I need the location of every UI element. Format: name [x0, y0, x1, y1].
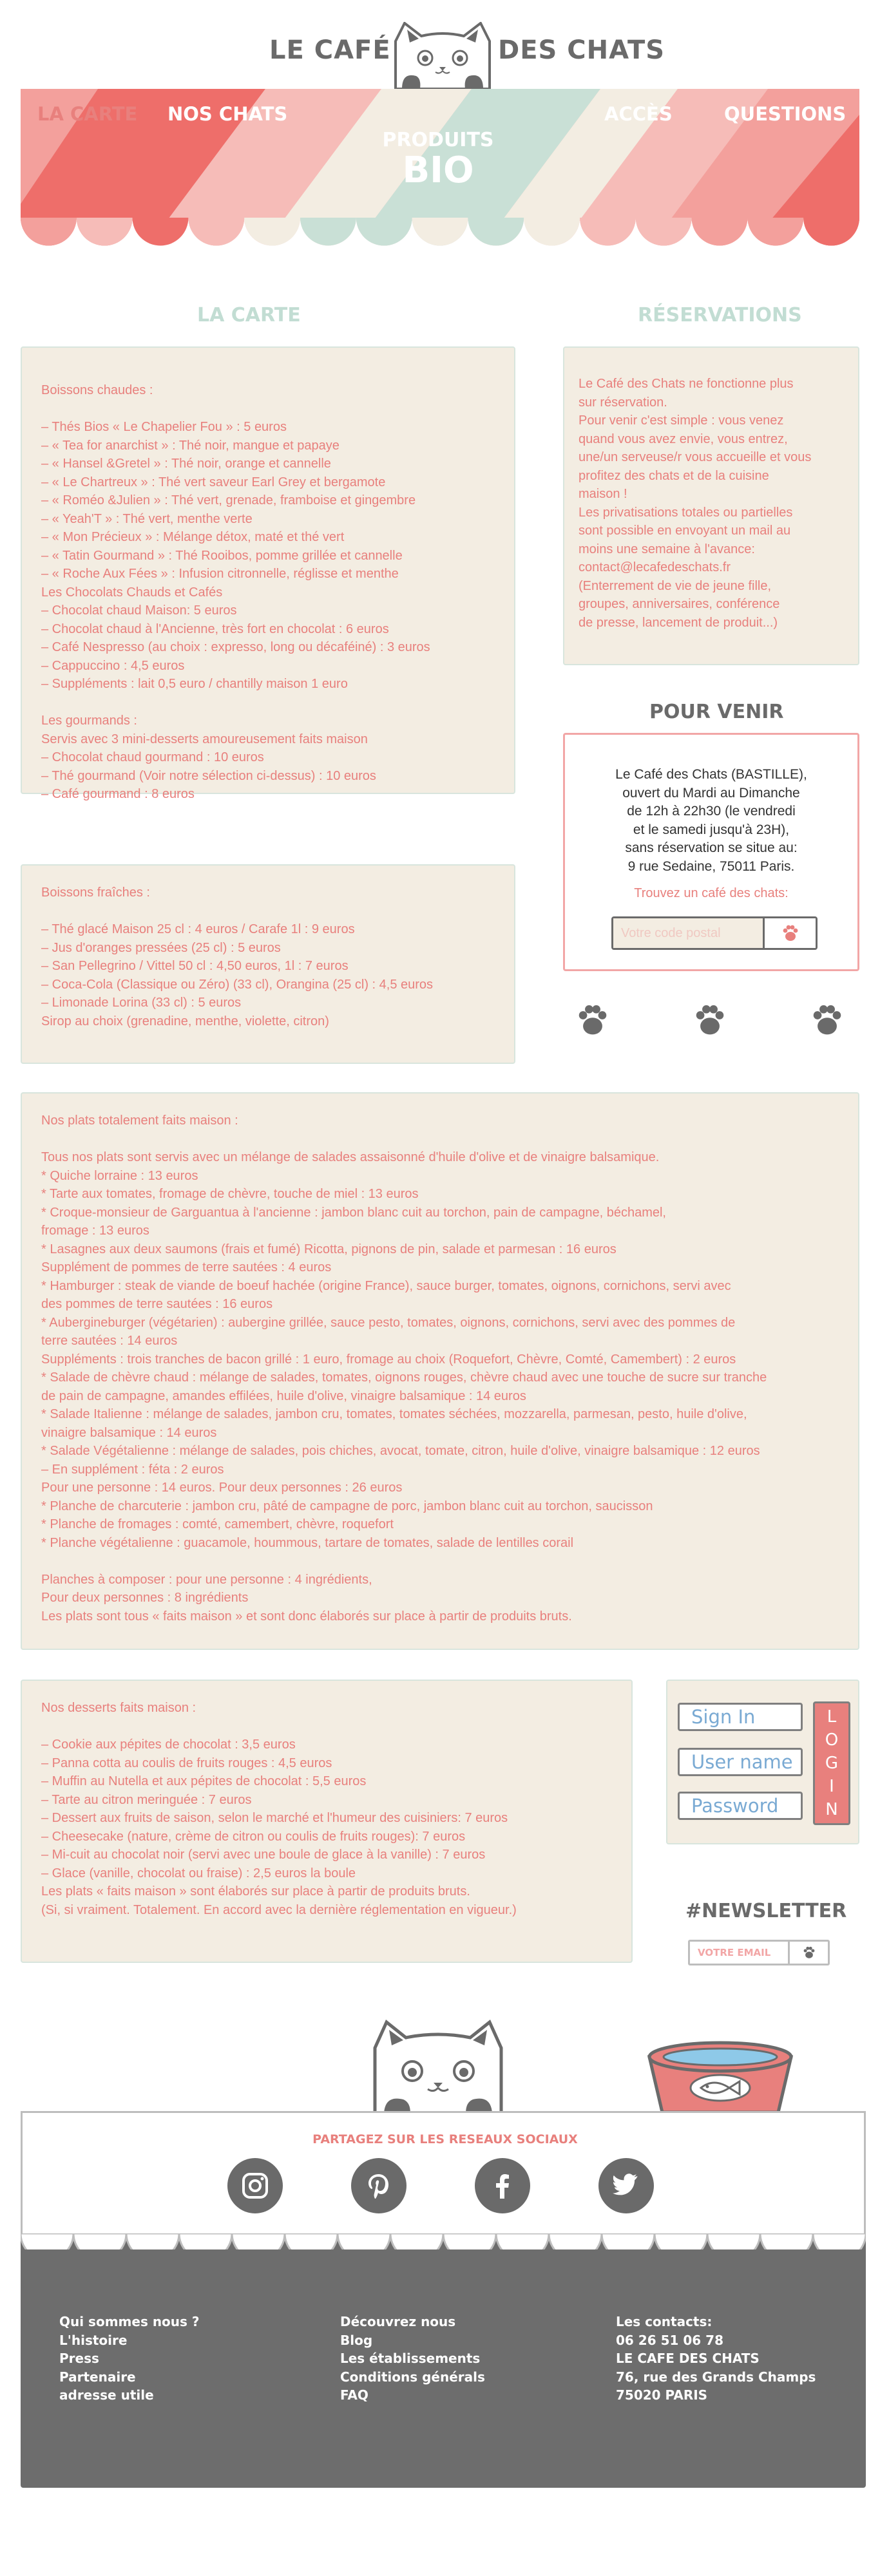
text-line: (Si, si vraiment. Totalement. En accord avec la dernière réglementation en vigueur.): [41, 1902, 517, 1917]
login-letter: N: [825, 1800, 838, 1819]
text-line: – « Le Chartreux » : Thé vert saveur Earl Grey et bergamote: [41, 475, 386, 489]
footer-link[interactable]: 76, rue des Grands Champs: [616, 2369, 816, 2385]
text-line: Boissons chaudes :: [41, 383, 153, 397]
footer-link[interactable]: Conditions générals: [340, 2369, 485, 2385]
pour-venir-heading: POUR VENIR: [649, 701, 784, 723]
footer-illustration: [0, 2016, 880, 2119]
text-line: [41, 1552, 839, 1571]
username-field[interactable]: [678, 1748, 803, 1776]
pour-venir-box: [563, 733, 859, 971]
header: [0, 0, 880, 90]
nav-produits-bio-line2[interactable]: BIO: [402, 149, 474, 191]
text-line: maison !: [579, 487, 627, 501]
text-line: * Planche de charcuterie : jambon cru, pâté de campagne de porc, jambon blanc cuit au torchon, saucisson: [41, 1499, 653, 1513]
login-letter: O: [825, 1730, 839, 1750]
cat-logo-icon[interactable]: [388, 22, 497, 89]
nav-questions[interactable]: QUESTIONS: [724, 103, 847, 125]
text-line: Pour venir c'est simple : vous venez: [579, 413, 784, 428]
text-line: – « Hansel &Gretel » : Thé noir, orange et cannelle: [41, 457, 331, 471]
text-line: – Tarte au citron meringuée : 7 euros: [41, 1792, 252, 1807]
text-line: Les Chocolats Chauds et Cafés: [41, 585, 223, 600]
footer-cat-icon: [375, 2022, 501, 2119]
text-line: Les privatisations totales ou partielles: [579, 505, 793, 520]
text-line: – San Pellegrino / Vittel 50 cl : 4,50 euros, 1l : 7 euros: [41, 959, 349, 973]
text-line: Sirop au choix (grenadine, menthe, violette, citron): [41, 1014, 329, 1028]
footer-link[interactable]: Les contacts:: [616, 2314, 713, 2329]
text-line: – « Tea for anarchist » : Thé noir, mangue et papaye: [41, 438, 340, 453]
text-line: – Glace (vanille, chocolat ou fraise) : 2,5 euros la boule: [41, 1866, 356, 1880]
text-line: de 12h à 22h30 (le vendredi: [627, 804, 796, 819]
reservations-heading: RÉSERVATIONS: [638, 304, 802, 327]
footer-link[interactable]: LE CAFE DES CHATS: [616, 2351, 760, 2366]
text-line: * Salade Végétalienne : mélange de salades, pois chiches, avocat, tomate, citron, huile d'olive, vinaigre balsamique : 12 euros: [41, 1444, 760, 1458]
text-line: – Thé glacé Maison 25 cl : 4 euros / Carafe 1l : 9 euros: [41, 922, 355, 936]
text-line: – Mi-cuit au chocolat noir (servi avec une boule de glace à la vanille) : 7 euros: [41, 1848, 486, 1862]
login-letter: L: [827, 1707, 837, 1727]
text-line: – « Tatin Gourmand » : Thé Rooibos, pomme grillée et cannelle: [41, 548, 403, 563]
text-line: 9 rue Sedaine, 75011 Paris.: [627, 858, 795, 874]
text-line: ouvert du Mardi au Dimanche: [622, 785, 800, 800]
paw-print-icon: [575, 1002, 611, 1038]
text-line: [41, 1718, 612, 1736]
newsletter-email-input[interactable]: [690, 1942, 788, 1964]
login-panel: [666, 1680, 859, 1844]
text-line: terre sautées : 14 euros: [41, 1334, 178, 1348]
footer-link[interactable]: 75020 PARIS: [616, 2387, 708, 2403]
text-line: de presse, lancement de produit...): [579, 615, 778, 630]
pinterest-button[interactable]: [351, 2158, 407, 2213]
text-line: – Chocolat chaud à l'Ancienne, très fort en chocolat : 6 euros: [41, 621, 389, 636]
text-line: * Salade Italienne : mélange de salades, jambon cru, tomates, tomates séchées, mozzarella, parmesan, pesto, huile d'olive,: [41, 1407, 747, 1421]
text-line: [41, 1130, 839, 1149]
text-line: * Aubergineburger (végétarien) : aubergine grillée, sauce pesto, tomates, oignons, cornichons, servi avec des pommes de: [41, 1315, 736, 1330]
paw-icon: [802, 1946, 816, 1960]
newsletter-form: [688, 1940, 830, 1965]
text-line: – Jus d'oranges pressées (25 cl) : 5 euros: [41, 940, 281, 955]
text-line: – « Roméo &Julien » : Thé vert, grenade, framboise et gingembre: [41, 493, 416, 507]
text-line: Supplément de pommes de terre sautées : 4 euros: [41, 1260, 332, 1274]
facebook-button[interactable]: [475, 2158, 530, 2213]
text-line: de pain de campagne, amandes effilées, huile d'olive, vinaigre balsamique : 14 euros: [41, 1388, 526, 1403]
text-line: Pour une personne : 14 euros. Pour deux personnes : 26 euros: [41, 1481, 403, 1495]
text-line: – Thé gourmand (Voir notre sélection ci-dessus) : 10 euros: [41, 768, 376, 783]
instagram-button[interactable]: [227, 2158, 283, 2213]
text-line: Planches à composer : pour une personne : 4 ingrédients,: [41, 1572, 372, 1587]
text-line: – « Roche Aux Fées » : Infusion citronnelle, réglisse et menthe: [41, 567, 399, 581]
text-line: une/un serveuse/r vous accueille et vous: [579, 450, 812, 464]
text-line: – « Yeah'T » : Thé vert, menthe verte: [41, 511, 253, 526]
social-share-title: PARTAGEZ SUR LES RESEAUX SOCIAUX: [312, 2132, 578, 2146]
text-line: – Chocolat chaud gourmand : 10 euros: [41, 750, 264, 764]
footer: [21, 2111, 866, 2472]
hot-drinks-box: [21, 346, 515, 801]
text-line: * Croque-monsieur de Garguantua à l'ancienne : jambon blanc cuit au torchon, pain de campagne, béchamel,: [41, 1205, 666, 1220]
reservations-box: [563, 346, 859, 665]
desserts-box: [21, 1680, 633, 1963]
text-line: * Hamburger : steak de viande de boeuf hachée (origine France), sauce burger, tomates, oignons, cornichons, servi avec: [41, 1278, 731, 1293]
footer-link[interactable]: adresse utile: [59, 2387, 154, 2403]
text-line: vinaigre balsamique : 14 euros: [41, 1425, 217, 1440]
text-line: moins une semaine à l'avance:: [579, 542, 755, 556]
footer-col-contacts: [616, 2313, 816, 2405]
login-button[interactable]: [813, 1701, 850, 1825]
text-line: Suppléments : trois tranches de bacon grillé : 1 euro, fromage au choix (Roquefort, Chèvre, Comté, Camembert) : 2 euros: [41, 1352, 736, 1367]
text-line: – Muffin au Nutella et aux pépites de chocolat : 5,5 euros: [41, 1774, 367, 1788]
text-line: [41, 902, 495, 921]
text-line: Tous nos plats sont servis avec un mélange de salades assaisonné d'huile d'olive et de vinaigre balsamique.: [41, 1150, 660, 1164]
pinterest-icon: [363, 2170, 394, 2201]
text-line: et le samedi jusqu'à 23H),: [633, 822, 790, 837]
footer-link[interactable]: Qui sommes nous ?: [59, 2314, 200, 2329]
text-line: – Dessert aux fruits de saison, selon le marché et l'humeur des cuisiniers: 7 euros: [41, 1811, 508, 1825]
newsletter-heading: #NEWSLETTER: [685, 1900, 847, 1922]
paw-print-icon: [809, 1002, 845, 1038]
twitter-button[interactable]: [598, 2158, 654, 2213]
footer-col-discover: [340, 2313, 485, 2405]
login-letter: I: [829, 1777, 834, 1796]
text-line: – Panna cotta au coulis de fruits rouges : 4,5 euros: [41, 1756, 332, 1770]
find-cafe-label: Trouvez un café des chats:: [634, 886, 789, 900]
text-line: Pour deux personnes : 8 ingrédients: [41, 1591, 249, 1605]
twitter-icon: [611, 2170, 642, 2201]
logo-text-left: LE CAFÉ: [269, 35, 391, 65]
login-letter: G: [825, 1754, 839, 1773]
paw-icon: [781, 923, 800, 943]
password-field[interactable]: [678, 1792, 803, 1820]
text-line: des pommes de terre sautées : 16 euros: [41, 1297, 273, 1311]
footer-link[interactable]: Blog: [340, 2332, 373, 2348]
text-line: – Chocolat chaud Maison: 5 euros: [41, 603, 237, 618]
cold-drinks-box: [21, 864, 515, 1064]
text-line: Les plats sont tous « faits maison » et sont donc élaborés sur place à partir de produits bruts.: [41, 1609, 572, 1624]
text-line: groupes, anniversaires, conférence: [579, 597, 780, 611]
text-line: Nos plats totalement faits maison :: [41, 1113, 238, 1128]
text-line: – En supplément : féta : 2 euros: [41, 1462, 224, 1477]
text-line: * Salade de chèvre chaud : mélange de salades, tomates, oignons rouges, chèvre chaud avec une touche de sucre sur tranche: [41, 1370, 767, 1385]
text-line: Le Café des Chats (BASTILLE),: [615, 767, 807, 782]
text-line: – Café Nespresso (au choix : expresso, long ou décaféiné) : 3 euros: [41, 640, 430, 654]
cat-bowl-icon: [649, 2043, 791, 2112]
footer-link[interactable]: Press: [59, 2351, 99, 2366]
nav-nos-chats[interactable]: NOS CHATS: [167, 103, 288, 125]
footer-link[interactable]: 06 26 51 06 78: [616, 2332, 724, 2348]
footer-link[interactable]: Partenaire: [59, 2369, 136, 2385]
footer-social-panel: [21, 2111, 866, 2246]
text-line: Le Café des Chats ne fonctionne plus: [579, 377, 794, 391]
instagram-icon: [240, 2170, 271, 2201]
text-line: – Coca-Cola (Classique ou Zéro) (33 cl), Orangina (25 cl) : 4,5 euros: [41, 977, 434, 992]
text-line: – Cheesecake (nature, crème de citron ou coulis de fruits rouges): 7 euros: [41, 1829, 466, 1844]
text-line: – Café gourmand : 8 euros: [41, 787, 195, 801]
footer-links-panel: [21, 2249, 866, 2488]
nav-acces[interactable]: ACCÈS: [604, 103, 673, 125]
dishes-box: [21, 1092, 859, 1650]
text-line: Boissons fraîches :: [41, 886, 150, 900]
postal-search: [611, 916, 818, 950]
text-line: quand vous avez envie, vous entrez,: [579, 431, 788, 446]
text-line: Les plats « faits maison » sont élaborés sur place à partir de produits bruts.: [41, 1884, 470, 1899]
text-line: sont possible en envoyant un mail au: [579, 524, 791, 538]
text-line: * Tarte aux tomates, fromage de chèvre, touche de miel : 13 euros: [41, 1187, 419, 1201]
text-line: fromage : 13 euros: [41, 1224, 149, 1238]
sign-in-field[interactable]: [678, 1703, 803, 1731]
facebook-icon: [487, 2170, 518, 2201]
postal-code-input[interactable]: [613, 918, 763, 948]
text-line: [41, 400, 495, 419]
text-line: Nos desserts faits maison :: [41, 1701, 196, 1715]
text-line: – Cookie aux pépites de chocolat : 3,5 euros: [41, 1738, 296, 1752]
nav-produits-bio-line1[interactable]: PRODUITS: [382, 129, 494, 151]
footer-link[interactable]: FAQ: [340, 2387, 368, 2403]
paw-print-icon: [692, 1002, 728, 1038]
footer-col-about: [59, 2313, 200, 2405]
text-line: – Thés Bios « Le Chapelier Fou » : 5 euros: [41, 420, 287, 434]
footer-link[interactable]: L'histoire: [59, 2332, 128, 2348]
footer-link[interactable]: Découvrez nous: [340, 2314, 456, 2329]
newsletter-submit-button[interactable]: [788, 1942, 828, 1964]
footer-link[interactable]: Les établissements: [340, 2351, 481, 2366]
text-line: sans réservation se situe au:: [625, 840, 798, 855]
text-line: – Cappuccino : 4,5 euros: [41, 658, 185, 673]
text-line: * Quiche lorraine : 13 euros: [41, 1168, 198, 1183]
text-line: * Planche végétalienne : guacamole, hoummous, tartare de tomates, salade de lentilles corail: [41, 1535, 574, 1550]
text-line: contact@lecafedeschats.fr: [579, 560, 731, 574]
text-line: profitez des chats et de la cuisine: [579, 468, 769, 483]
postal-search-button[interactable]: [763, 918, 816, 948]
text-line: – « Mon Précieux » : Mélange détox, maté et thé vert: [41, 530, 345, 544]
nav-la-carte[interactable]: LA CARTE: [37, 103, 138, 125]
logo-text-right: DES CHATS: [498, 35, 665, 65]
text-line: * Planche de fromages : comté, camembert, chèvre, roquefort: [41, 1517, 394, 1531]
text-line: Servis avec 3 mini-desserts amoureusement faits maison: [41, 732, 368, 746]
text-line: * Lasagnes aux deux saumons (frais et fumé) Ricotta, pignons de pin, salade et parmesan : 16 euros: [41, 1242, 617, 1256]
text-line: (Enterrement de vie de jeune fille,: [579, 578, 772, 593]
la-carte-heading: LA CARTE: [197, 304, 301, 327]
text-line: sur réservation.: [579, 395, 667, 410]
pour-venir-text: [565, 766, 857, 876]
text-line: – Suppléments : lait 0,5 euro / chantilly maison 1 euro: [41, 677, 348, 691]
text-line: – Limonade Lorina (33 cl) : 5 euros: [41, 996, 242, 1010]
text-line: Les gourmands :: [41, 714, 137, 728]
text-line: [41, 694, 495, 712]
